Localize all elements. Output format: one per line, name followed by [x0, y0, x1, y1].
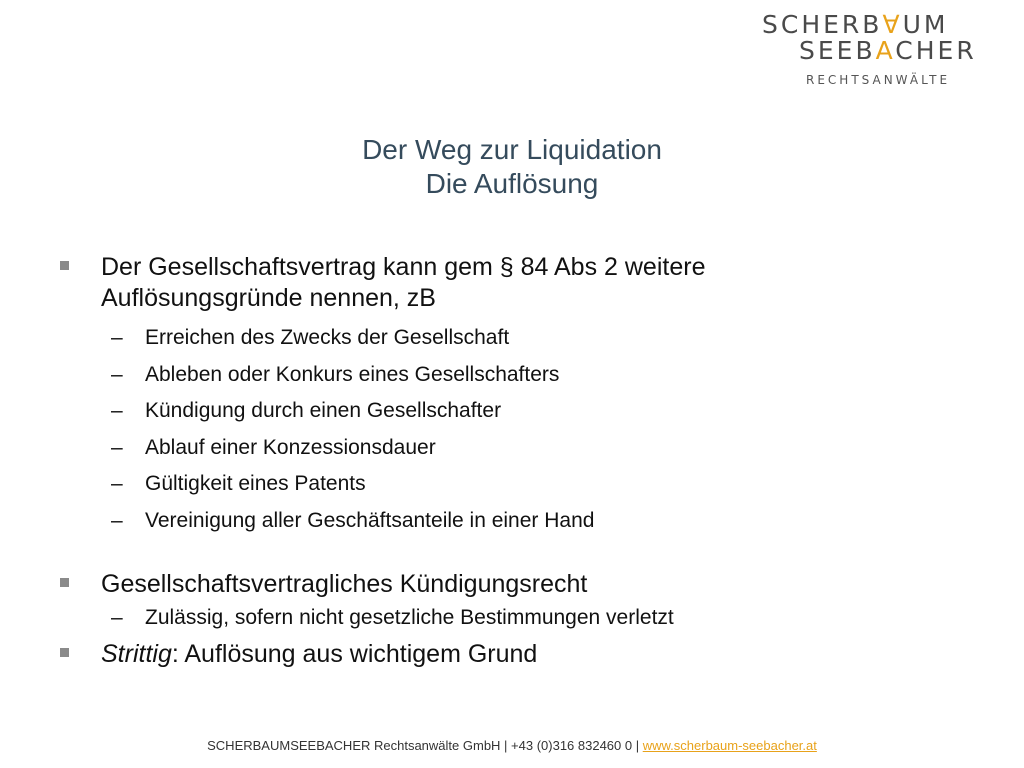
sub-item-text: Erreichen des Zwecks der Gesellschaft — [145, 326, 510, 349]
sub-item — [60, 393, 960, 430]
sub-item-text: Kündigung durch einen Gesellschafter — [145, 399, 502, 422]
bullet-text — [101, 639, 960, 670]
logo-line-1 — [762, 12, 1002, 38]
sub-item-text: Ablauf einer Konzessionsdauer — [145, 435, 436, 459]
slide-content — [60, 252, 960, 670]
square-bullet-icon — [60, 648, 69, 657]
dash-icon: – — [111, 606, 123, 629]
spacer — [60, 539, 960, 569]
title-line-2: Die Auflösung — [425, 168, 599, 199]
sub-item-text: Zulässig, sofern nicht gesetzliche Bestimmungen verletzt — [145, 606, 674, 629]
dash-icon: – — [111, 472, 123, 495]
bullet-item — [60, 252, 960, 314]
bullet-item — [60, 569, 960, 600]
dash-icon: – — [111, 362, 123, 386]
dash-icon: – — [111, 326, 123, 349]
dash-icon: – — [111, 508, 123, 532]
bullet-text-rest: : Auflösung aus wichtigem Grund — [171, 639, 538, 668]
sub-list — [60, 320, 960, 539]
sub-item-text: Gültigkeit eines Patents — [145, 472, 366, 495]
logo-accent: A — [875, 36, 896, 65]
bullet-item — [60, 639, 960, 670]
logo-text: SCHERB — [762, 10, 883, 39]
bullet-text: Der Gesellschaftsvertrag kann gem § 84 Abs 2 weitere — [101, 253, 706, 281]
sub-item — [60, 430, 960, 467]
square-bullet-icon — [60, 578, 69, 587]
emphasis-text: Strittig — [101, 639, 172, 668]
logo-subtitle: RECHTSANWÄLTE — [806, 73, 951, 87]
sub-item-text: Ableben oder Konkurs eines Gesellschafters — [145, 362, 560, 386]
dash-icon: – — [111, 399, 123, 422]
sub-item — [60, 600, 960, 637]
sub-item — [60, 466, 960, 503]
logo-text: SEEB — [799, 36, 876, 65]
company-logo — [762, 12, 1002, 87]
logo-text: UM — [902, 10, 949, 39]
bullet-text: Auflösungsgründe nennen, zB — [101, 284, 436, 312]
sub-item — [60, 503, 960, 540]
logo-text: CHER — [895, 36, 977, 65]
sub-item-text: Vereinigung aller Geschäftsanteile in einer Hand — [145, 508, 595, 532]
website-link[interactable]: www.scherbaum-seebacher.at — [642, 738, 817, 753]
sub-item — [60, 357, 960, 394]
logo-line-2 — [799, 38, 1002, 64]
sub-item — [60, 320, 960, 357]
square-bullet-icon — [60, 261, 69, 270]
title-line-1: Der Weg zur Liquidation — [362, 134, 662, 165]
footer — [0, 738, 1024, 753]
dash-icon: – — [111, 435, 123, 459]
bullet-text: Gesellschaftsvertragliches Kündigungsrecht — [101, 570, 588, 598]
sub-list — [60, 600, 960, 637]
logo-accent: ∀ — [882, 10, 903, 39]
slide-title — [0, 133, 1024, 201]
footer-text: SCHERBAUMSEEBACHER Rechtsanwälte GmbH | +43 (0)316 832460 0 | — [207, 738, 643, 753]
